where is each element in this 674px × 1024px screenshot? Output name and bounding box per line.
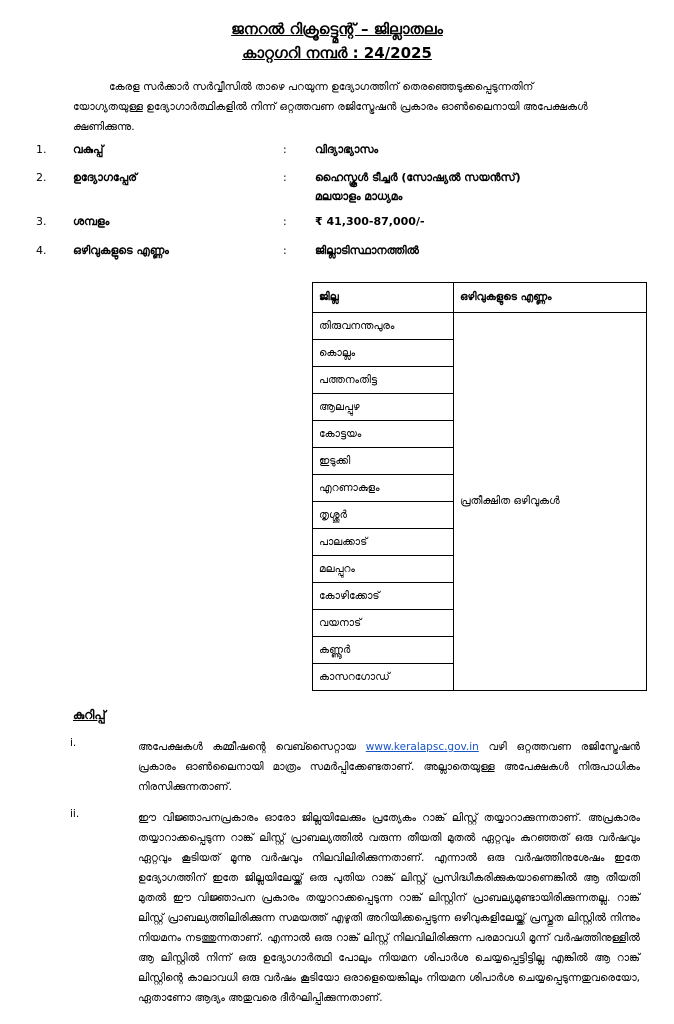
column-header-district: ജില്ല bbox=[313, 283, 454, 313]
item-label: ശമ്പളം bbox=[73, 215, 110, 228]
district-cell: വയനാട് bbox=[313, 610, 454, 637]
item-post-name bbox=[0, 171, 674, 191]
district-cell: കോട്ടയം bbox=[313, 421, 454, 448]
item-number: 2. bbox=[36, 171, 47, 184]
item-salary bbox=[0, 215, 674, 235]
district-cell: തിരുവനന്തപുരം bbox=[313, 313, 454, 340]
item-medium: മലയാളം മാധ്യമം bbox=[315, 190, 403, 203]
item-value: ₹ 41,300-87,000/- bbox=[315, 215, 425, 228]
district-cell: പാലക്കാട് bbox=[313, 529, 454, 556]
item-colon: : bbox=[283, 244, 287, 257]
district-cell: എറണാകുളം bbox=[313, 475, 454, 502]
website-link[interactable]: www.keralapsc.gov.in bbox=[365, 741, 479, 753]
item-colon: : bbox=[283, 171, 287, 184]
note-text bbox=[138, 737, 640, 797]
district-cell: പത്തനംതിട്ട bbox=[313, 367, 454, 394]
item-colon: : bbox=[283, 215, 287, 228]
item-value: ഹൈസ്കൂൾ ടീച്ചർ (സോഷ്യൽ സയൻസ്) bbox=[315, 171, 521, 184]
intro-paragraph: കേരള സർക്കാർ സർവ്വീസിൽ താഴെ പറയുന്ന ഉദ്യോഗത്തിന് തെരഞ്ഞെടുക്കപ്പെടുന്നതിന് യോഗ്യതയുള്ള ഉദ്യോഗാർത്ഥികളിൽ നിന്ന് ഒറ്റത്തവണ രജിസ്ട്രേഷൻ പ്രകാരം ഓൺലൈനായി അപേക്ഷകൾ ക്ഷണിക്കുന്നു. bbox=[73, 81, 588, 133]
district-cell: തൃശ്ശൂർ bbox=[313, 502, 454, 529]
note-text-before: അപേക്ഷകൾ കമ്മീഷന്റെ വെബ്സൈറ്റായ bbox=[138, 741, 366, 753]
vacancies-cell: പ്രതീക്ഷിത ഒഴിവുകൾ bbox=[454, 313, 647, 691]
district-cell: ഇടുക്കി bbox=[313, 448, 454, 475]
page-title: ജനറൽ റിക്രൂട്ട്മെന്റ് – ജില്ലാതലം bbox=[231, 20, 443, 38]
item-vacancies bbox=[0, 244, 674, 264]
item-number: 3. bbox=[36, 215, 47, 228]
item-number: 4. bbox=[36, 244, 47, 257]
item-label: ഒഴിവുകളുടെ എണ്ണം bbox=[73, 244, 169, 257]
note-text: ഈ വിജ്ഞാപനപ്രകാരം ഓരോ ജില്ലയിലേക്കും പ്രത്യേകം റാങ്ക് ലിസ്റ്റ് തയ്യാറാക്കുന്നതാണ്. അപ്രകാരം തയ്യാറാക്കപ്പെടുന്ന റാങ്ക് ലിസ്റ്റ് പ്രാബല്യത്തിൽ വരുന്ന തീയതി മുതൽ ഏറ്റവും കുറഞ്ഞത് ഒരു വർഷവും ഏറ്റവും കൂടിയത് മൂന്നു വർഷവും നിലവിലിരിക്കുന്നതാണ്. എന്നാൽ ഒരു വർഷത്തിനുശേഷം ഇതേ ഉദ്യോഗത്തിന് ഇതേ ജില്ലയിലേയ്ക്ക് ഒരു പുതിയ റാങ്ക് ലിസ്റ്റ് പ്രസിദ്ധീകരിക്കുകയാണെങ്കിൽ ആ തീയതി മുതൽ ഈ വിജ്ഞാപന പ്രകാരം തയ്യാറാക്കപ്പെടുന്ന റാങ്ക് ലിസ്റ്റിന് പ്രാബല്യമുണ്ടായിരിക്കുന്നതല്ല. റാങ്ക് ലിസ്റ്റ് പ്രാബല്യത്തിലിരിക്കുന്ന സമയത്ത് എഴുതി അറിയിക്കപ്പെടുന്ന ഒഴിവുകളിലേയ്ക്ക് പ്രസ്തുത ലിസ്റ്റിൽ നിന്നും നിയമനം നടത്തുന്നതാണ്. എന്നാൽ ഒരു റാങ്ക് ലിസ്റ്റ് നിലവിലിരിക്കുന്ന പരമാവധി മൂന്ന് വർഷത്തിനുള്ളിൽ ആ ലിസ്റ്റിൽ നിന്ന് ഒരു ഉദ്യോഗാർത്ഥി പോലും നിയമന ശിപാർശ ചെയ്യപ്പെട്ടിട്ടില്ല എങ്കിൽ ആ റാങ്ക് ലിസ്റ്റിന്റെ കാലാവധി ഒരു വർഷം കൂടിയോ ഒരാളെയെങ്കിലും നിയമന ശിപാർശ ചെയ്യപ്പെടുന്നതുവരെയോ, ഏതാണോ ആദ്യം അതുവരെ ദീർഘിപ്പിക്കുന്നതാണ്. bbox=[138, 812, 640, 1004]
vacancy-table bbox=[312, 282, 647, 691]
item-label: ഉദ്യോഗപ്പേര് bbox=[73, 171, 138, 184]
district-cell: ആലപ്പുഴ bbox=[313, 394, 454, 421]
note-number: i. bbox=[70, 737, 77, 749]
item-label: വകുപ്പ് bbox=[73, 143, 104, 156]
item-colon: : bbox=[283, 143, 287, 156]
category-number: കാറ്റഗറി നമ്പർ : 24/2025 bbox=[242, 44, 432, 62]
district-cell: മലപ്പുറം bbox=[313, 556, 454, 583]
notes-heading: കുറിപ്പ് bbox=[73, 708, 106, 722]
district-cell: കൊല്ലം bbox=[313, 340, 454, 367]
table-row bbox=[313, 313, 647, 340]
item-department bbox=[0, 143, 674, 163]
note-text-after: വഴി ഒറ്റത്തവണ രജിസ്ട്രേഷൻ പ്രകാരം ഓൺലൈനായി മാത്രം സമർപ്പിക്കേണ്ടതാണ്. അല്ലാതെയുള്ള അപേക്ഷകൾ നിരുപാധികം നിരസിക്കുന്നതാണ്. bbox=[138, 741, 640, 793]
item-number: 1. bbox=[36, 143, 47, 156]
district-cell: കാസറഗോഡ് bbox=[313, 664, 454, 691]
item-value: ജില്ലാടിസ്ഥാനത്തിൽ bbox=[315, 244, 419, 257]
district-cell: കോഴിക്കോട് bbox=[313, 583, 454, 610]
note-number: ii. bbox=[70, 808, 80, 820]
item-value: വിദ്യാഭ്യാസം bbox=[315, 143, 379, 156]
table-header-row bbox=[313, 283, 647, 313]
column-header-vacancies: ഒഴിവുകളുടെ എണ്ണം bbox=[454, 283, 647, 313]
district-cell: കണ്ണൂർ bbox=[313, 637, 454, 664]
